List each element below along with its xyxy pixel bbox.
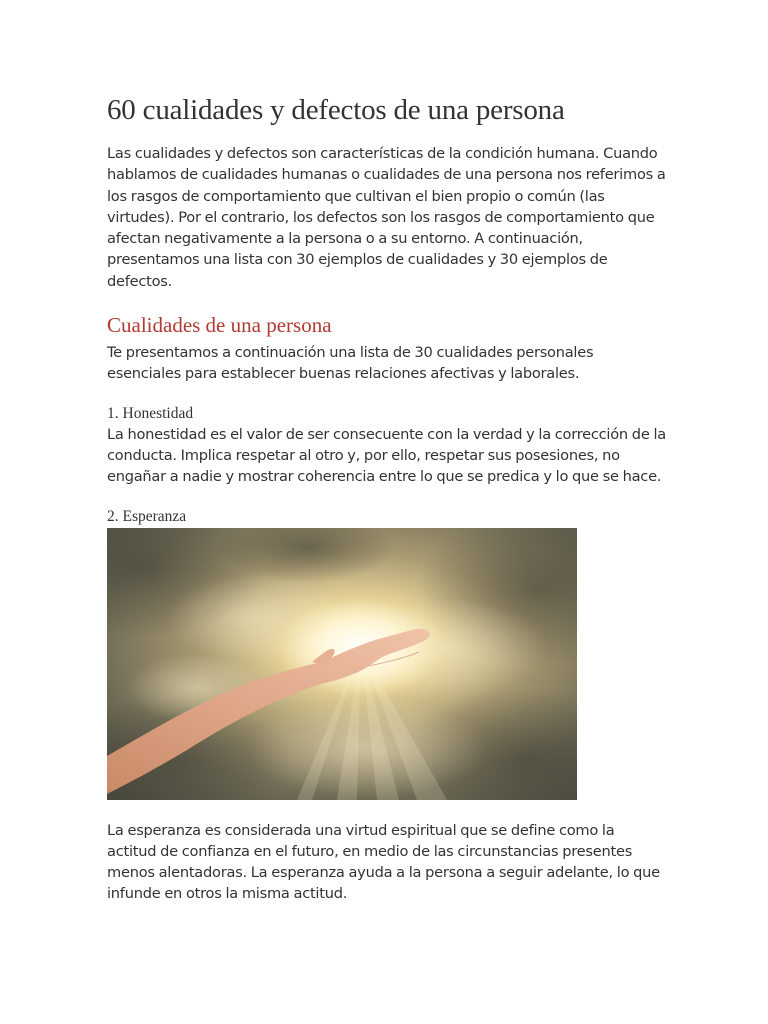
item-title-esperanza: 2. Esperanza xyxy=(107,507,187,525)
page-title: 60 cualidades y defectos de una persona xyxy=(107,94,565,126)
intro-paragraph: Las cualidades y defectos son características de la condición humana. Cuando hablamos de cualidades humanas o cualidades de una persona nos referimos a los rasgos de comportamiento que cultivan el bien propio o común (las virtudes). Por el contrario, los defectos son los rasgos de comportamiento que afectan negativamente a la persona o a su entorno. A continuación, presentamos una lista con 30 ejemplos de cualidades y 30 ejemplos de defectos. xyxy=(107,145,666,290)
section-intro-paragraph: Te presentamos a continuación una lista de 30 cualidades personales esenciales para establecer buenas relaciones afectivas y laborales. xyxy=(107,344,594,383)
hand-sky-image xyxy=(107,528,577,800)
item-text-honestidad: La honestidad es el valor de ser consecuente con la verdad y la corrección de la conducta. Implica respetar al otro y, por ello, respetar sus posesiones, no engañar a nadie y mostrar coherencia entre lo que se predica y lo que se hace. xyxy=(107,425,666,486)
article xyxy=(107,92,667,905)
item-title-honestidad: 1. Honestidad xyxy=(107,404,194,422)
section-title: Cualidades de una persona xyxy=(107,313,332,338)
item-text-esperanza: La esperanza es considerada una virtud espiritual que se define como la actitud de confianza en el futuro, en medio de las circunstancias presentes menos alentadoras. La esperanza ayuda a la persona a seguir adelante, lo que infunde en otros la misma actitud. xyxy=(107,821,660,903)
